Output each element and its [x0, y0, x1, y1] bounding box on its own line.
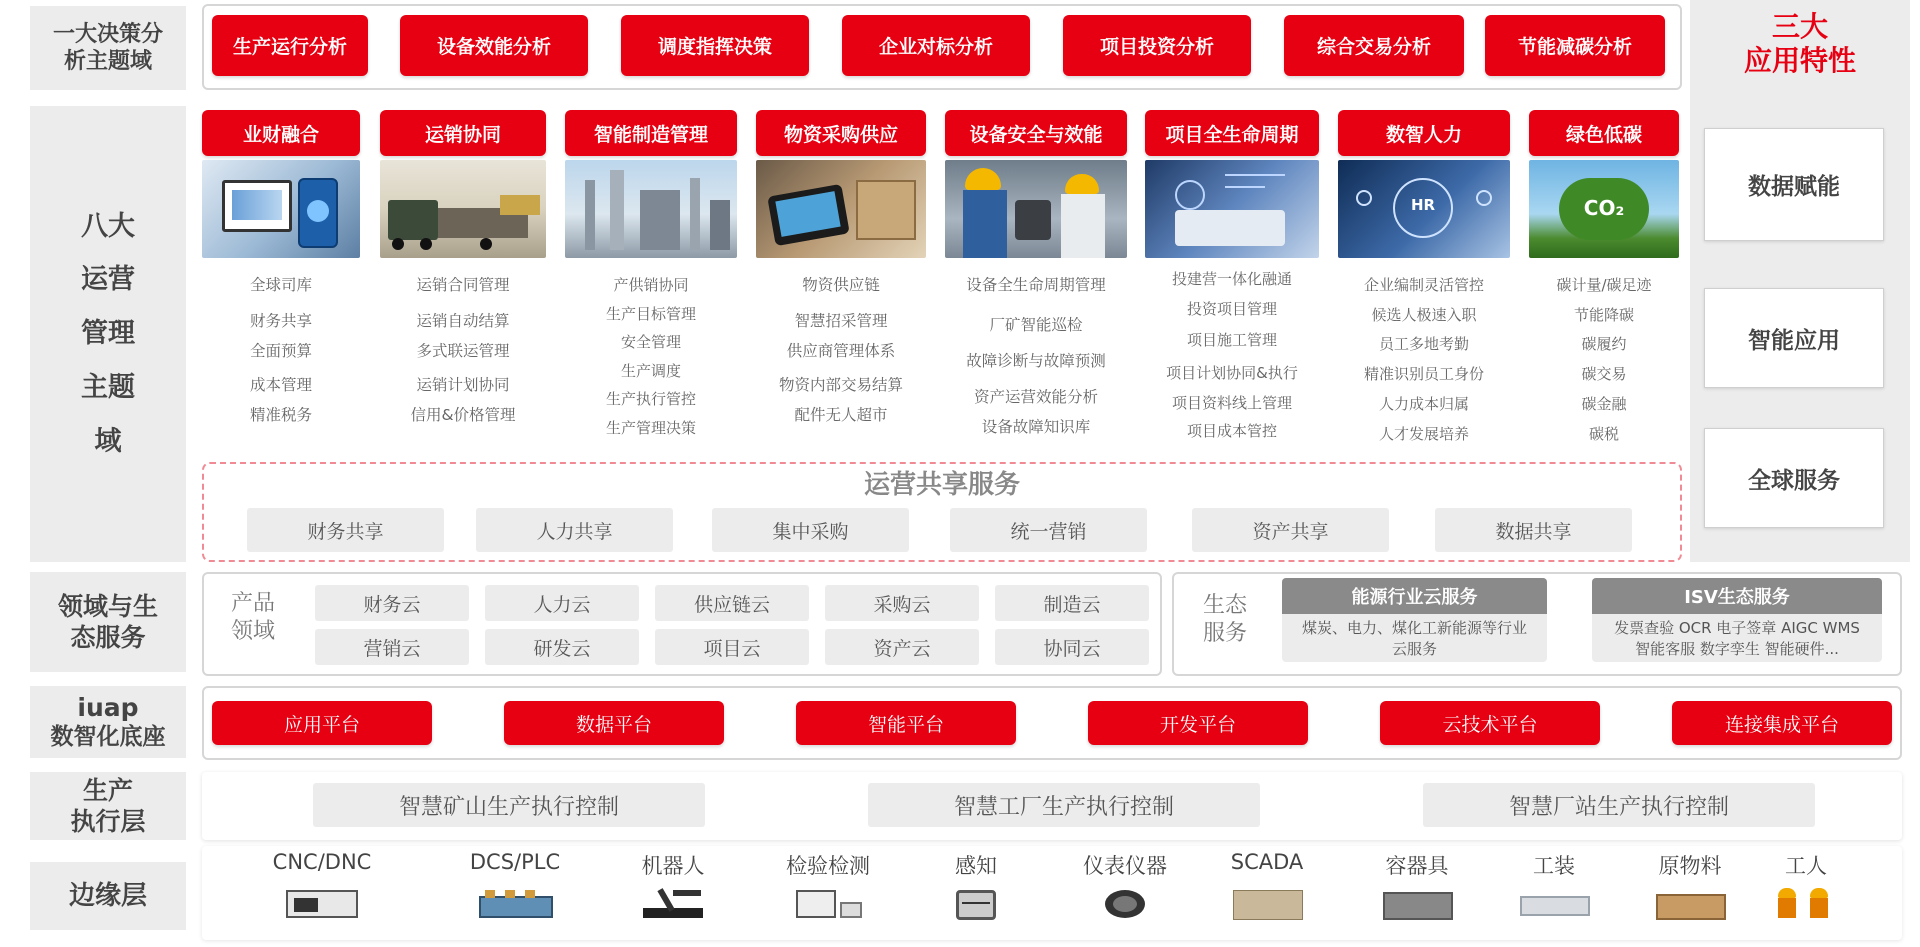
platform-integration[interactable]: 连接集成平台	[1672, 701, 1892, 745]
domain-item[interactable]: 厂矿智能巡检	[989, 316, 1083, 334]
domain-item[interactable]: 物资内部交易结算	[778, 376, 903, 394]
production-factory[interactable]: 智慧工厂生产执行控制	[868, 783, 1260, 827]
feature-intelligent-application[interactable]: 智能应用	[1704, 288, 1884, 388]
domain-item[interactable]: 财务共享	[249, 312, 312, 330]
domain-item[interactable]: 人才发展培养	[1378, 425, 1469, 443]
domain-title[interactable]: 业财融合	[202, 110, 360, 156]
cloud-finance[interactable]: 财务云	[315, 585, 469, 621]
platform-intelligence[interactable]: 智能平台	[796, 701, 1016, 745]
row-label-ecosystem: 领域与生 态服务	[30, 572, 186, 672]
decision-topic-5[interactable]: 项目投资分析	[1063, 15, 1251, 76]
domain-item[interactable]: 项目资料线上管理	[1171, 394, 1292, 412]
edge-label: 容器具	[1385, 854, 1449, 878]
platform-application[interactable]: 应用平台	[212, 701, 432, 745]
domain-title[interactable]: 智能制造管理	[565, 110, 737, 156]
domain-items	[1338, 270, 1510, 450]
test-equipment-icon	[788, 886, 868, 922]
platform-cloud-tech[interactable]: 云技术平台	[1380, 701, 1600, 745]
edge-dcs-plc[interactable]	[455, 850, 575, 922]
hr-image	[1338, 160, 1510, 258]
decision-topic-7[interactable]: 节能减碳分析	[1485, 15, 1665, 76]
decision-topic-4[interactable]: 企业对标分析	[842, 15, 1030, 76]
feature-global-service[interactable]: 全球服务	[1704, 428, 1884, 528]
edge-label: CNC/DNC	[272, 850, 372, 874]
row-label-iuap: iuap 数智化底座	[30, 686, 186, 758]
domain-finance	[202, 110, 360, 430]
platform-development[interactable]: 开发平台	[1088, 701, 1308, 745]
cnc-machine-icon	[282, 886, 362, 922]
domain-item[interactable]: 物资供应链	[802, 276, 880, 294]
co2-image	[1529, 160, 1679, 258]
decision-topic-6[interactable]: 综合交易分析	[1284, 15, 1464, 76]
ecosystem-label: 生态 服务	[1202, 593, 1247, 646]
domain-item[interactable]: 碳税	[1588, 425, 1619, 443]
platforms-panel	[202, 686, 1902, 760]
cloud-rnd[interactable]: 研发云	[485, 629, 639, 665]
shared-assets[interactable]: 资产共享	[1192, 508, 1389, 552]
domain-item[interactable]: 运销自动结算	[416, 312, 510, 330]
domain-item[interactable]: 设备故障知识库	[981, 418, 1091, 436]
isv-title: ISV生态服务	[1592, 578, 1882, 614]
domain-item[interactable]: 投建营一体化融通	[1171, 270, 1292, 288]
domain-item[interactable]: 生产执行管控	[605, 390, 696, 408]
shared-finance[interactable]: 财务共享	[247, 508, 444, 552]
edge-raw-materials[interactable]	[1630, 850, 1750, 922]
domain-title[interactable]: 数智人力	[1338, 110, 1510, 156]
product-domain-label: 产品 领域	[230, 591, 275, 644]
edge-label: 仪表仪器	[1083, 854, 1167, 878]
gauge-icon	[1085, 886, 1165, 922]
edge-label: 工装	[1533, 854, 1575, 878]
domain-smart-manufacturing	[565, 110, 737, 444]
row-label-production: 生产 执行层	[30, 772, 186, 840]
domain-green-low-carbon	[1529, 110, 1679, 450]
domain-item[interactable]: 智慧招采管理	[794, 312, 888, 330]
edge-label: 工人	[1785, 854, 1827, 878]
domain-item[interactable]: 生产目标管理	[605, 305, 696, 323]
edge-label: SCADA	[1230, 850, 1304, 874]
plc-icon	[475, 886, 555, 922]
edge-label: DCS/PLC	[469, 850, 561, 874]
trucks-image	[380, 160, 546, 258]
domain-item[interactable]: 员工多地考勤	[1378, 335, 1469, 353]
edge-cnc[interactable]	[262, 850, 382, 922]
cloud-manufacturing[interactable]: 制造云	[995, 585, 1149, 621]
domain-item[interactable]: 配件无人超市	[794, 406, 888, 424]
domain-equipment	[945, 110, 1127, 442]
factory-image	[565, 160, 737, 258]
domain-digital-hr	[1338, 110, 1510, 450]
edge-instruments[interactable]	[1065, 850, 1185, 922]
domain-items	[565, 270, 737, 444]
isv-desc: 发票查验 OCR 电子签章 AIGC WMS 智能客服 数字孪生 智能硬件...	[1614, 619, 1860, 658]
domain-item[interactable]: 项目施工管理	[1186, 331, 1277, 349]
domain-item[interactable]: 生产管理决策	[605, 419, 696, 437]
cloud-hr[interactable]: 人力云	[485, 585, 639, 621]
domain-item[interactable]: 多式联运管理	[416, 342, 510, 360]
cloud-marketing[interactable]: 营销云	[315, 629, 469, 665]
edge-testing[interactable]	[768, 850, 888, 922]
row-label-decision: 一大决策分 析主题域	[30, 6, 186, 90]
domain-title[interactable]: 物资采购供应	[756, 110, 926, 156]
cloud-procurement[interactable]: 采购云	[825, 585, 979, 621]
shared-procurement[interactable]: 集中采购	[712, 508, 909, 552]
domain-item[interactable]: 设备全生命周期管理	[966, 276, 1106, 294]
domain-title[interactable]: 设备安全与效能	[945, 110, 1127, 156]
domain-title[interactable]: 运销协同	[380, 110, 546, 156]
procurement-image	[756, 160, 926, 258]
finance-image	[202, 160, 360, 258]
cloud-supply-chain[interactable]: 供应链云	[655, 585, 809, 621]
container-icon	[1377, 886, 1457, 922]
domain-item[interactable]: 项目计划协同&执行	[1166, 364, 1298, 382]
edge-label: 机器人	[641, 854, 705, 878]
cloud-assets[interactable]: 资产云	[825, 629, 979, 665]
shared-hr[interactable]: 人力共享	[476, 508, 673, 552]
cloud-collaboration[interactable]: 协同云	[995, 629, 1149, 665]
fixture-icon	[1514, 886, 1594, 922]
decision-topic-1[interactable]: 生产运行分析	[212, 15, 368, 76]
platform-data[interactable]: 数据平台	[504, 701, 724, 745]
domain-item[interactable]: 碳交易	[1581, 365, 1627, 383]
domain-procurement	[756, 110, 926, 430]
row-label-operations: 八大 运营 管理 主题 域	[30, 106, 186, 562]
domain-item[interactable]: 项目成本管控	[1186, 422, 1277, 440]
edge-sensing[interactable]	[916, 850, 1036, 922]
domain-item[interactable]: 全面预算	[249, 342, 312, 360]
domain-items	[945, 270, 1127, 442]
domain-item[interactable]: 全球司库	[249, 276, 312, 294]
domain-project-lifecycle	[1145, 110, 1319, 446]
energy-cloud-desc: 煤炭、电力、煤化工新能源等行业 云服务	[1301, 619, 1527, 658]
domain-item[interactable]: 故障诊断与故障预测	[966, 352, 1106, 370]
domain-item[interactable]: 候选人极速入职	[1371, 306, 1477, 324]
domain-item[interactable]: 人力成本归属	[1378, 395, 1469, 413]
domain-items	[1529, 270, 1679, 450]
domain-sales-logistics	[380, 110, 546, 430]
domain-items	[756, 270, 926, 430]
domain-item[interactable]: 碳计量/碳足迹	[1556, 276, 1652, 294]
row-label-edge: 边缘层	[30, 862, 186, 930]
cloud-project[interactable]: 项目云	[655, 629, 809, 665]
domain-item[interactable]: 运销合同管理	[416, 276, 510, 294]
domain-item[interactable]: 安全管理	[620, 333, 681, 351]
domain-item[interactable]: 产供销协同	[613, 276, 689, 294]
domain-item[interactable]: 资产运营效能分析	[973, 388, 1098, 406]
feature-data-empowerment[interactable]: 数据赋能	[1704, 128, 1884, 241]
domain-item[interactable]: 成本管理	[249, 376, 312, 394]
worker-icon	[1766, 886, 1846, 922]
decision-topic-2[interactable]: 设备效能分析	[400, 15, 588, 76]
domain-item[interactable]: 信用&价格管理	[410, 406, 516, 424]
domain-item[interactable]: 生产调度	[620, 362, 681, 380]
project-image	[1145, 160, 1319, 258]
raw-material-icon	[1650, 886, 1730, 922]
robot-arm-icon	[633, 886, 713, 922]
scada-icon	[1227, 886, 1307, 922]
edge-fixtures[interactable]	[1494, 850, 1614, 922]
domain-item[interactable]: 供应商管理体系	[786, 342, 896, 360]
domain-title[interactable]: 项目全生命周期	[1145, 110, 1319, 156]
sensor-icon	[936, 886, 1016, 922]
domain-items	[1145, 264, 1319, 446]
production-mine[interactable]: 智慧矿山生产执行控制	[313, 783, 705, 827]
domain-items	[202, 270, 360, 430]
edge-label: 原物料	[1658, 854, 1722, 878]
edge-containers[interactable]	[1357, 850, 1477, 922]
production-station[interactable]: 智慧厂站生产执行控制	[1423, 783, 1815, 827]
hr-label: HR	[1410, 196, 1436, 214]
edge-scada[interactable]	[1207, 850, 1327, 922]
domain-item[interactable]: 投资项目管理	[1186, 300, 1277, 318]
edge-robot[interactable]	[613, 850, 733, 922]
domain-item[interactable]: 精准税务	[249, 406, 312, 424]
domain-item[interactable]: 碳履约	[1581, 335, 1627, 353]
shared-marketing[interactable]: 统一营销	[950, 508, 1147, 552]
edge-label: 感知	[955, 854, 997, 878]
energy-cloud-title: 能源行业云服务	[1282, 578, 1547, 614]
shared-services-title: 运营共享服务	[863, 470, 1020, 500]
edge-label: 检验检测	[786, 854, 870, 878]
domain-item[interactable]: 碳金融	[1581, 395, 1627, 413]
domain-item[interactable]: 精准识别员工身份	[1363, 365, 1484, 383]
equipment-image	[945, 160, 1127, 258]
edge-workers[interactable]	[1746, 850, 1866, 922]
features-title: 三大 应用特性	[1743, 10, 1856, 77]
co2-label: CO₂	[1583, 196, 1625, 220]
domain-title[interactable]: 绿色低碳	[1529, 110, 1679, 156]
domain-item[interactable]: 企业编制灵活管控	[1363, 276, 1484, 294]
domain-item[interactable]: 运销计划协同	[416, 376, 510, 394]
domain-item[interactable]: 节能降碳	[1573, 306, 1634, 324]
shared-data[interactable]: 数据共享	[1435, 508, 1632, 552]
domain-items	[380, 270, 546, 430]
decision-topic-3[interactable]: 调度指挥决策	[621, 15, 809, 76]
